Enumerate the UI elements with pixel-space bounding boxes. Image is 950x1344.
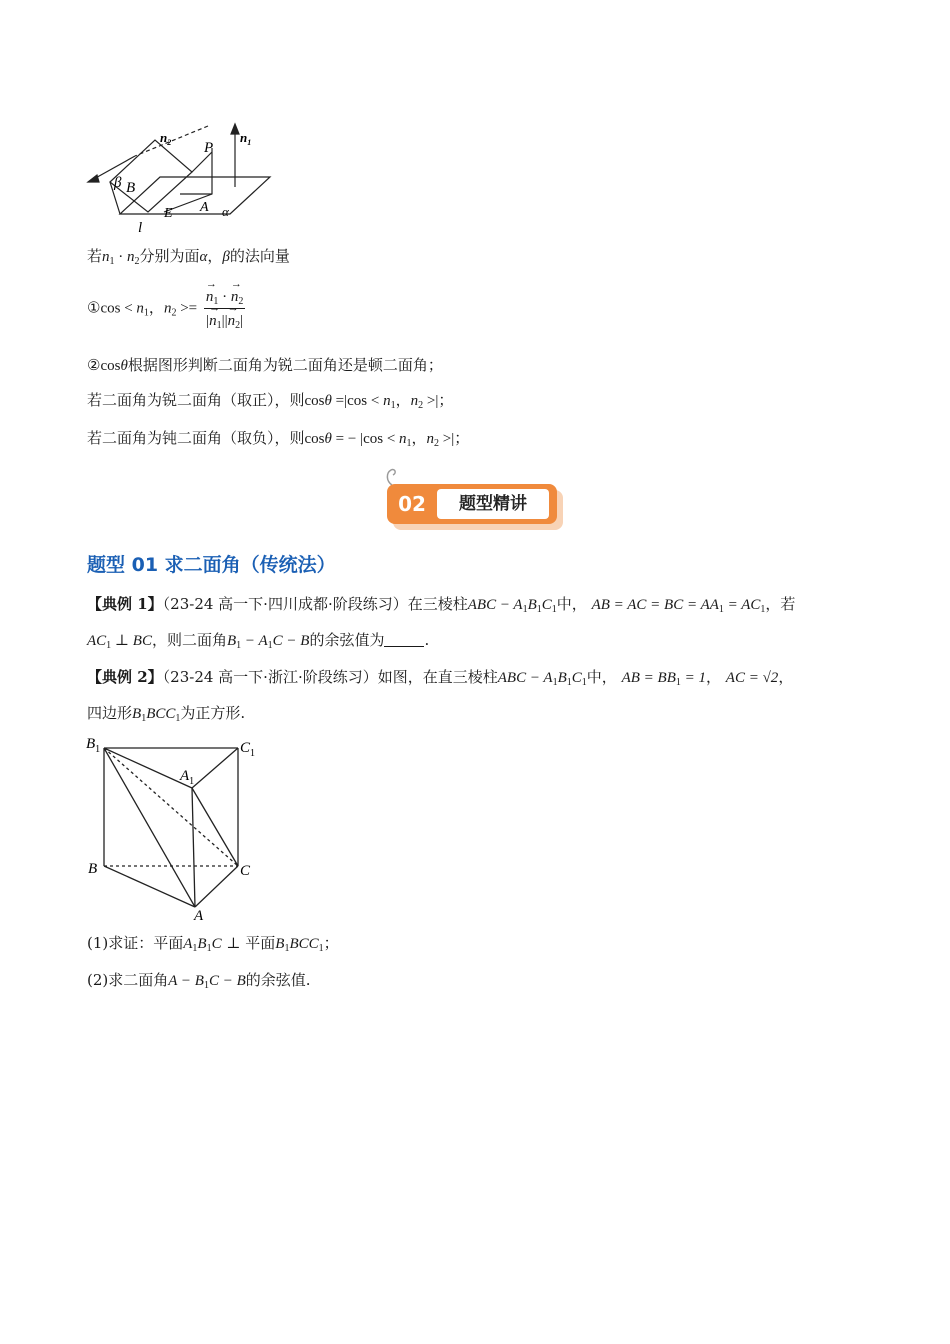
label-A: A xyxy=(194,908,204,924)
label-beta: β xyxy=(114,175,122,191)
obtuse-case: 若二面角为钝二面角（取负），则cosθ = − $|\cos < n_1$，$n_2$ >|； xyxy=(87,429,470,449)
answer-blank xyxy=(384,632,424,647)
cosine-fraction: → $\frac{n_1 \cdot \to n_2}{|\to n_1||\to n_2|}$ xyxy=(204,286,246,331)
label-P: P xyxy=(204,140,214,156)
label-alpha: α xyxy=(222,204,229,219)
badge-label: 题型精讲 xyxy=(437,489,549,519)
label-E: E xyxy=(164,206,173,221)
label-B1: $B_1$ xyxy=(86,736,101,755)
section-title: 题型 01 求二面角（传统法） xyxy=(87,554,336,576)
label-n2: $n_2$ xyxy=(160,130,172,147)
label-A1: $A_1$ xyxy=(180,768,195,787)
edge-AC xyxy=(195,866,238,907)
plane-alpha xyxy=(120,177,270,214)
figure-triangular-prism xyxy=(82,732,272,924)
label-l: l xyxy=(138,220,143,236)
example-2-line-2: 四边形$B_1BCC_1$为正方形. xyxy=(87,704,246,724)
label-A: A xyxy=(200,200,209,215)
edge-A1C xyxy=(192,788,238,866)
question-1: (1)求证：平面$A_1B_1C$ ⊥ 平面$B_1BCC_1$； xyxy=(87,934,339,954)
label-B: B xyxy=(126,180,136,196)
plane-beta xyxy=(110,140,192,212)
example-1-line-2: $AC_1$ ⊥ BC，则二面角$B_1 - A_1C - B$的余弦值为 . xyxy=(87,631,430,651)
example-2-line-1: 【典例 2】（23-24 高一下·浙江·阶段练习）如图，在直三棱柱ABC − $A_1B_1C_1$中， AB = $BB_1 = 1$， AC = √2， xyxy=(87,668,794,688)
acute-case: 若二面角为锐二面角（取正），则$\cos\theta =|\cos < n_1$，$n_2$ >|； xyxy=(87,391,454,411)
label-C: C xyxy=(240,863,251,879)
cosine-formula: ①cos < $n_1$，$n_2$ >= → $\frac{n_1 \cdot \to n_2}{|\to n_1||\to n_2|}$ xyxy=(87,286,247,331)
label-B: B xyxy=(88,861,98,877)
cos-theta-judgement: ②cosθ根据图形判断二面角为锐二面角还是顿二面角； xyxy=(87,356,443,374)
section-badge xyxy=(387,484,563,530)
badge-number: 02 xyxy=(398,492,426,516)
vector-n2 xyxy=(135,126,208,156)
label-C1: $C_1$ xyxy=(240,740,256,759)
edge-BA xyxy=(104,866,195,907)
edge-B1A1 xyxy=(104,748,195,788)
edge-A1A xyxy=(192,788,195,907)
question-2: (2)求二面角$A - B_1C - B$的余弦值. xyxy=(87,971,311,991)
normal-vector-statement: 若$n_1 \cdot n_2$分别为面α，β的法向量 xyxy=(87,247,290,267)
label-n1: $n_1$ xyxy=(240,130,252,147)
edge-A1C1 xyxy=(192,748,238,788)
example-1-line-1: 【典例 1】（23-24 高一下·四川成都·阶段练习）在三棱柱ABC − $A_1B_1C_1$中， AB = AC = BC = $AA_1 = AC_1$，若 xyxy=(87,595,796,615)
figure-planes-normals xyxy=(80,112,280,237)
